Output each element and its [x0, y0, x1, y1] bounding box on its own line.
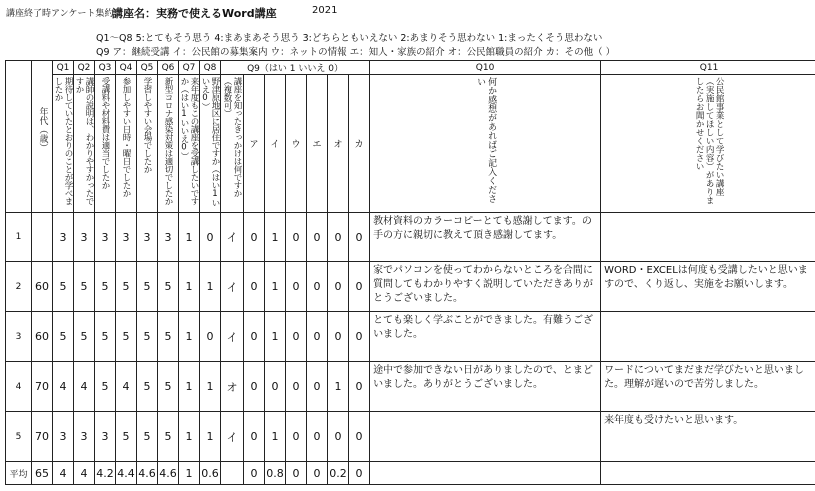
cell-q8: 0	[200, 312, 221, 362]
cell-u: 0	[286, 312, 307, 362]
q10-question: 何か感想があればご記入ください	[370, 75, 601, 213]
q7-label: Q7	[179, 61, 200, 75]
cell-ka: 0	[349, 362, 370, 412]
cell-ka: 0	[349, 412, 370, 462]
q6-label: Q6	[158, 61, 179, 75]
cell-q2: 4	[74, 362, 95, 412]
cell-ka: 0	[349, 262, 370, 312]
avg-q8: 0.6	[200, 462, 221, 485]
cell-q7: 1	[179, 213, 200, 262]
cell-e: 0	[307, 362, 328, 412]
cell-q1: 3	[53, 213, 74, 262]
cell-q1: 3	[53, 412, 74, 462]
cell-no: 1	[6, 213, 32, 262]
cell-q3: 5	[95, 262, 116, 312]
scale-legend: Q1～Q8 5:とてもそう思う 4:まあまあそう思う 3:どちらともいえない 2:あまりそう思わない 1:まったくそう思わない	[96, 33, 603, 44]
q8-question: 野津原地区に居住ですか（はい1いいえ0）	[200, 75, 221, 213]
cell-no: 2	[6, 262, 32, 312]
q5-label: Q5	[137, 61, 158, 75]
cell-age: 60	[32, 312, 53, 362]
q11-label: Q11	[601, 61, 815, 75]
cell-q9: イ	[221, 213, 244, 262]
avg-age: 65	[32, 462, 53, 485]
cell-q6: 3	[158, 213, 179, 262]
avg-q10	[370, 462, 601, 485]
cell-q2: 5	[74, 312, 95, 362]
cell-q3: 3	[95, 213, 116, 262]
q9-option-u: ウ	[286, 75, 307, 213]
q11-question: 公民館事業として学びたい講座（実施してほしい内容）がありましたらお聞かせください	[601, 75, 815, 213]
q1-label: Q1	[53, 61, 74, 75]
cell-q4: 5	[116, 412, 137, 462]
avg-q7: 1	[179, 462, 200, 485]
cell-q5: 5	[137, 412, 158, 462]
avg-e: 0	[307, 462, 328, 485]
cell-q6: 5	[158, 262, 179, 312]
cell-age: 70	[32, 362, 53, 412]
cell-q7: 1	[179, 412, 200, 462]
cell-q11: WORD・EXCELは何度も受講したいと思いますので、くり返し、実施をお願いします。	[601, 262, 815, 312]
cell-q8: 1	[200, 362, 221, 412]
avg-u: 0	[286, 462, 307, 485]
cell-u: 0	[286, 213, 307, 262]
cell-q9: オ	[221, 362, 244, 412]
cell-q4: 3	[116, 213, 137, 262]
avg-a: 0	[244, 462, 265, 485]
cell-q8: 1	[200, 412, 221, 462]
avg-o: 0.2	[328, 462, 349, 485]
avg-q5: 4.6	[137, 462, 158, 485]
cell-u: 0	[286, 362, 307, 412]
cell-e: 0	[307, 262, 328, 312]
cell-q8: 0	[200, 213, 221, 262]
cell-q11	[601, 312, 815, 362]
cell-u: 0	[286, 412, 307, 462]
cell-q10: とても楽しく学ぶことができました。有難うございました。	[370, 312, 601, 362]
cell-a: 0	[244, 262, 265, 312]
cell-q5: 5	[137, 312, 158, 362]
average-row	[6, 462, 815, 485]
avg-i: 0.8	[265, 462, 286, 485]
cell-no: 5	[6, 412, 32, 462]
cell-q4: 5	[116, 262, 137, 312]
cell-q8: 1	[200, 262, 221, 312]
cell-age: 70	[32, 412, 53, 462]
table-row	[6, 262, 815, 312]
cell-i: 0	[265, 362, 286, 412]
avg-ka: 0	[349, 462, 370, 485]
q4-question: 参加しやすい日時・曜日でしたか	[116, 75, 137, 213]
survey-year: 2021	[312, 5, 338, 16]
avg-q3: 4.2	[95, 462, 116, 485]
q9-option-a: ア	[244, 75, 265, 213]
row-number-header	[6, 61, 32, 213]
q3-question: 受講料や材料費は適当でしたか	[95, 75, 116, 213]
cell-q7: 1	[179, 262, 200, 312]
cell-e: 0	[307, 312, 328, 362]
cell-a: 0	[244, 312, 265, 362]
avg-q6: 4.6	[158, 462, 179, 485]
cell-q2: 3	[74, 213, 95, 262]
q7-question: 来年度もこの講座を受講したいですか（はい1いいえ0）	[179, 75, 200, 213]
table-row	[6, 213, 815, 262]
cell-o: 0	[328, 312, 349, 362]
cell-a: 0	[244, 213, 265, 262]
cell-age	[32, 213, 53, 262]
cell-a: 0	[244, 412, 265, 462]
table-row	[6, 362, 815, 412]
q9-option-o: オ	[328, 75, 349, 213]
cell-q2: 5	[74, 262, 95, 312]
cell-ka: 0	[349, 213, 370, 262]
q1-question: 期待していたとおりのことが学べましたか	[53, 75, 74, 213]
cell-o: 0	[328, 262, 349, 312]
cell-no: 4	[6, 362, 32, 412]
avg-q2: 4	[74, 462, 95, 485]
cell-q1: 5	[53, 312, 74, 362]
cell-o: 0	[328, 213, 349, 262]
cell-q7: 1	[179, 312, 200, 362]
cell-q9: イ	[221, 262, 244, 312]
cell-q1: 4	[53, 362, 74, 412]
cell-q5: 5	[137, 262, 158, 312]
cell-q10	[370, 412, 601, 462]
cell-q11: ワードについてまだまだ学びたいと思いました。理解が遅いので苦労しました。	[601, 362, 815, 412]
cell-o: 0	[328, 412, 349, 462]
cell-o: 1	[328, 362, 349, 412]
cell-a: 0	[244, 362, 265, 412]
cell-i: 1	[265, 262, 286, 312]
avg-q4: 4.4	[116, 462, 137, 485]
course-name: 実務で使えるWord講座	[156, 7, 277, 20]
table-row	[6, 312, 815, 362]
cell-q6: 5	[158, 362, 179, 412]
q10-label: Q10	[370, 61, 601, 75]
q8-label: Q8	[200, 61, 221, 75]
cell-q2: 3	[74, 412, 95, 462]
q9-option-ka: カ	[349, 75, 370, 213]
cell-q5: 5	[137, 362, 158, 412]
cell-i: 1	[265, 312, 286, 362]
cell-q4: 4	[116, 362, 137, 412]
q4-label: Q4	[116, 61, 137, 75]
q5-question: 学習しやすい会場でしたか	[137, 75, 158, 213]
q9-legend: Q9 ア：継続受講 イ：公民館の募集案内 ウ：ネットの情報 エ：知人・家族の紹介 オ：公民館職員の紹介 カ：その他（ ）	[96, 47, 616, 58]
avg-q9	[221, 462, 244, 485]
cell-q10: 家でパソコンを使ってわからないところを合間に質問してもわかりやすく説明していただきありがとうございました。	[370, 262, 601, 312]
table-row	[6, 412, 815, 462]
q6-question: 新型コロナ感染対策は適切でしたか	[158, 75, 179, 213]
avg-q11	[601, 462, 815, 485]
cell-q11: 来年度も受けたいと思います。	[601, 412, 815, 462]
cell-no: 3	[6, 312, 32, 362]
q3-label: Q3	[95, 61, 116, 75]
cell-q6: 5	[158, 312, 179, 362]
cell-q11	[601, 213, 815, 262]
cell-u: 0	[286, 262, 307, 312]
cell-e: 0	[307, 213, 328, 262]
q9-option-i: イ	[265, 75, 286, 213]
cell-q10: 教材資料のカラーコピーとても感謝してます。の手の方に親切に教えて頂き感謝してます。	[370, 213, 601, 262]
q2-question: 講師の説明は、わかりやすかったですか	[74, 75, 95, 213]
cell-q1: 5	[53, 262, 74, 312]
cell-q9: イ	[221, 312, 244, 362]
q9-label: Q9（はい 1 いいえ 0）	[221, 61, 370, 75]
course-prefix: 講座名：	[112, 7, 156, 20]
cell-e: 0	[307, 412, 328, 462]
cell-q3: 3	[95, 412, 116, 462]
cell-ka: 0	[349, 312, 370, 362]
q9-question: 講座を知ったきっかけは何ですか（複数可）	[221, 75, 244, 213]
avg-q1: 4	[53, 462, 74, 485]
cell-q3: 5	[95, 362, 116, 412]
cell-q6: 5	[158, 412, 179, 462]
age-header: 年代（歳）	[32, 61, 53, 213]
cell-q4: 5	[116, 312, 137, 362]
q2-label: Q2	[74, 61, 95, 75]
cell-q3: 5	[95, 312, 116, 362]
cell-age: 60	[32, 262, 53, 312]
cell-i: 1	[265, 412, 286, 462]
survey-table	[5, 60, 815, 485]
cell-q10: 途中で参加できない日がありましたので、とまどいました。ありがとうございました。	[370, 362, 601, 412]
cell-q7: 1	[179, 362, 200, 412]
cell-q9: イ	[221, 412, 244, 462]
q9-option-e: エ	[307, 75, 328, 213]
average-label: 平均	[6, 462, 32, 485]
cell-q5: 3	[137, 213, 158, 262]
cell-i: 1	[265, 213, 286, 262]
doc-label: 講座終了時アンケート集約	[6, 9, 114, 19]
